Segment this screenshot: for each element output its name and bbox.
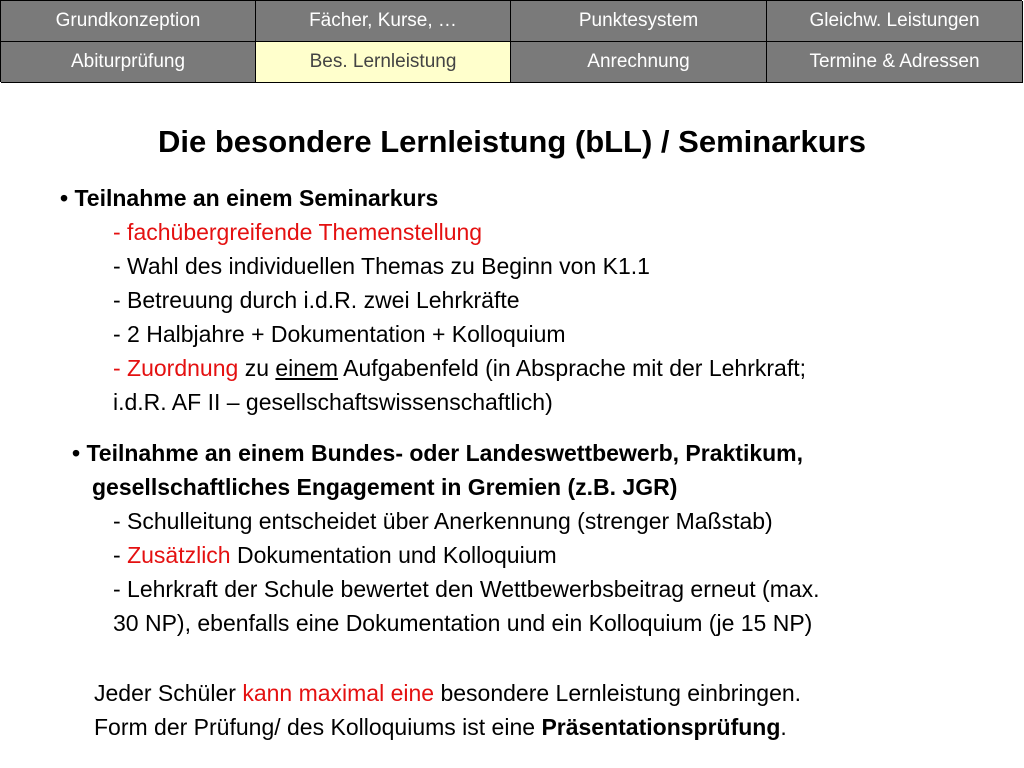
section1-item-5 [113, 351, 806, 385]
footer-line-1-red: kann maximal eine [242, 680, 435, 706]
footer-line-1-b: besondere Lernleistung einbringen. [434, 680, 802, 706]
page-title: Die besondere Lernleistung (bLL) / Seminarkurs [158, 124, 866, 159]
section2-item-3-continuation: 30 NP), ebenfalls eine Dokumentation und ein Kolloquium (je 15 NP) [113, 610, 813, 636]
section2-item-2-dash: - [113, 542, 128, 568]
section1-item-5-b: Aufgabenfeld (in Absprache mit der Lehrkraft; [338, 355, 806, 381]
section2-heading-2: gesellschaftliches Engagement in Gremien (z.B. JGR) [92, 474, 678, 500]
section1-item-5-continuation: i.d.R. AF II – gesellschaftswissenschaftlich) [113, 389, 553, 415]
nav-tab-grundkonzeption[interactable]: Grundkonzeption [1, 1, 256, 42]
section1-heading: • Teilnahme an einem Seminarkurs [60, 185, 439, 211]
section2-heading-1: • Teilnahme an einem Bundes- oder Landeswettbewerb, Praktikum, [72, 440, 804, 466]
footer-line-1 [94, 676, 801, 710]
footer-line-1-a: Jeder Schüler [94, 680, 243, 706]
section2-item-3: - Lehrkraft der Schule bewertet den Wettbewerbsbeitrag erneut (max. [113, 576, 820, 602]
section1-item-5-underlined: einem [275, 355, 339, 381]
section1-item-5-red: - Zuordnung [113, 355, 239, 381]
section2-item-2 [113, 538, 557, 572]
nav-tab-termine-adressen[interactable]: Termine & Adressen [767, 42, 1023, 83]
nav-tab-gleichw-leistungen[interactable]: Gleichw. Leistungen [767, 1, 1023, 42]
nav-tab-bes-lernleistung[interactable]: Bes. Lernleistung [256, 42, 511, 83]
footer-line-2 [94, 710, 787, 744]
section2-item-2-red: Zusätzlich [127, 542, 231, 568]
nav-grid [0, 0, 1022, 82]
footer-line-2-b: . [780, 714, 787, 740]
footer-line-2-bold: Präsentationsprüfung [541, 714, 781, 740]
section1-item-3: - Betreuung durch i.d.R. zwei Lehrkräfte [113, 287, 520, 313]
footer-line-2-a: Form der Prüfung/ des Kolloquiums ist eine [94, 714, 542, 740]
section2-item-1: - Schulleitung entscheidet über Anerkennung (strenger Maßstab) [113, 508, 773, 534]
section1-item-1: - fachübergreifende Themenstellung [113, 219, 483, 245]
nav-tab-punktesystem[interactable]: Punktesystem [511, 1, 767, 42]
nav-tab-anrechnung[interactable]: Anrechnung [511, 42, 767, 83]
nav-tab-faecher-kurse[interactable]: Fächer, Kurse, … [256, 1, 511, 42]
nav-tab-abiturpruefung[interactable]: Abiturprüfung [1, 42, 256, 83]
section2-item-2-rest: Dokumentation und Kolloquium [230, 542, 557, 568]
section1-item-5-a: zu [238, 355, 276, 381]
section1-item-4: - 2 Halbjahre + Dokumentation + Kolloquium [113, 321, 566, 347]
section1-item-2: - Wahl des individuellen Themas zu Beginn von K1.1 [113, 253, 650, 279]
